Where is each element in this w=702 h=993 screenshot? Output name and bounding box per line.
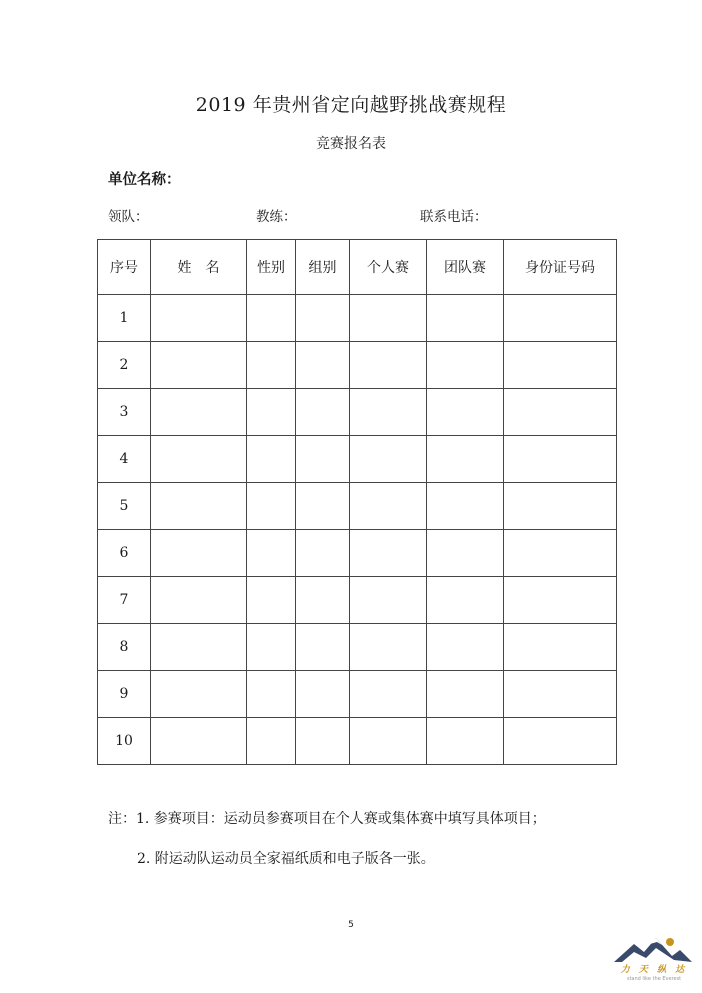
cell-id-number[interactable]: [504, 342, 617, 389]
table-row: [98, 577, 617, 624]
cell-team[interactable]: [427, 295, 504, 342]
cell-id-number[interactable]: [504, 295, 617, 342]
cell-id-number[interactable]: [504, 624, 617, 671]
cell-gender[interactable]: [247, 718, 296, 765]
row-index: 5: [98, 483, 151, 530]
row-index: 1: [98, 295, 151, 342]
row-index: 4: [98, 436, 151, 483]
cell-gender[interactable]: [247, 389, 296, 436]
phone-label: 联系电话：: [420, 209, 488, 225]
cell-group[interactable]: [296, 624, 350, 671]
cell-individual[interactable]: [350, 295, 427, 342]
cell-name[interactable]: [151, 295, 247, 342]
cell-individual[interactable]: [350, 436, 427, 483]
row-index: 3: [98, 389, 151, 436]
row-index: 7: [98, 577, 151, 624]
cell-gender[interactable]: [247, 436, 296, 483]
coach-label: 教练：: [256, 209, 297, 225]
header-id-number: 身份证号码: [504, 240, 617, 295]
cell-team[interactable]: [427, 718, 504, 765]
cell-group[interactable]: [296, 295, 350, 342]
header-name: 姓 名: [151, 240, 247, 295]
cell-gender[interactable]: [247, 530, 296, 577]
note-2: 2. 附运动队运动员全家福纸质和电子版各一张。: [137, 851, 435, 867]
cell-gender[interactable]: [247, 342, 296, 389]
cell-individual[interactable]: [350, 530, 427, 577]
table-header-row: [98, 240, 617, 295]
row-index: 6: [98, 530, 151, 577]
cell-team[interactable]: [427, 671, 504, 718]
note-1: 注：1. 参赛项目：运动员参赛项目在个人赛或集体赛中填写具体项目；: [108, 811, 546, 827]
header-group: 组别: [296, 240, 350, 295]
cell-team[interactable]: [427, 483, 504, 530]
table-row: [98, 342, 617, 389]
table-row: [98, 718, 617, 765]
cell-individual[interactable]: [350, 483, 427, 530]
cell-name[interactable]: [151, 436, 247, 483]
cell-name[interactable]: [151, 624, 247, 671]
cell-id-number[interactable]: [504, 436, 617, 483]
header-index: 序号: [98, 240, 151, 295]
cell-id-number[interactable]: [504, 718, 617, 765]
table-row: [98, 530, 617, 577]
cell-id-number[interactable]: [504, 577, 617, 624]
logo-text: 力 天 纵 达: [620, 965, 688, 975]
cell-gender[interactable]: [247, 671, 296, 718]
cell-group[interactable]: [296, 530, 350, 577]
table-row: [98, 671, 617, 718]
cell-name[interactable]: [151, 577, 247, 624]
registration-table: [97, 239, 617, 765]
cell-group[interactable]: [296, 342, 350, 389]
cell-team[interactable]: [427, 389, 504, 436]
cell-team[interactable]: [427, 530, 504, 577]
row-index: 9: [98, 671, 151, 718]
table-row: [98, 389, 617, 436]
cell-group[interactable]: [296, 577, 350, 624]
cell-group[interactable]: [296, 718, 350, 765]
cell-id-number[interactable]: [504, 389, 617, 436]
table-row: [98, 436, 617, 483]
cell-id-number[interactable]: [504, 483, 617, 530]
cell-group[interactable]: [296, 483, 350, 530]
cell-individual[interactable]: [350, 577, 427, 624]
cell-gender[interactable]: [247, 577, 296, 624]
cell-group[interactable]: [296, 671, 350, 718]
cell-id-number[interactable]: [504, 671, 617, 718]
document-title: 2019 年贵州省定向越野挑战赛规程: [195, 94, 507, 116]
cell-name[interactable]: [151, 389, 247, 436]
header-individual: 个人赛: [350, 240, 427, 295]
cell-name[interactable]: [151, 530, 247, 577]
page-number: 5: [348, 920, 354, 930]
cell-gender[interactable]: [247, 624, 296, 671]
cell-name[interactable]: [151, 671, 247, 718]
cell-group[interactable]: [296, 436, 350, 483]
cell-name[interactable]: [151, 718, 247, 765]
row-index: 8: [98, 624, 151, 671]
cell-name[interactable]: [151, 342, 247, 389]
cell-team[interactable]: [427, 577, 504, 624]
cell-name[interactable]: [151, 483, 247, 530]
header-gender: 性别: [247, 240, 296, 295]
cell-individual[interactable]: [350, 718, 427, 765]
cell-team[interactable]: [427, 436, 504, 483]
table-row: [98, 295, 617, 342]
cell-group[interactable]: [296, 389, 350, 436]
cell-individual[interactable]: [350, 624, 427, 671]
table-row: [98, 624, 617, 671]
cell-individual[interactable]: [350, 671, 427, 718]
cell-id-number[interactable]: [504, 530, 617, 577]
table-row: [98, 483, 617, 530]
cell-team[interactable]: [427, 624, 504, 671]
cell-individual[interactable]: [350, 342, 427, 389]
cell-individual[interactable]: [350, 389, 427, 436]
form-subtitle: 竞赛报名表: [316, 136, 386, 152]
header-team: 团队赛: [427, 240, 504, 295]
row-index: 2: [98, 342, 151, 389]
cell-team[interactable]: [427, 342, 504, 389]
cell-gender[interactable]: [247, 295, 296, 342]
row-index: 10: [98, 718, 151, 765]
unit-name-label: 单位名称：: [108, 171, 181, 188]
logo-subtext: stand like the Everest: [626, 976, 682, 982]
cell-gender[interactable]: [247, 483, 296, 530]
leader-label: 领队：: [108, 209, 149, 225]
